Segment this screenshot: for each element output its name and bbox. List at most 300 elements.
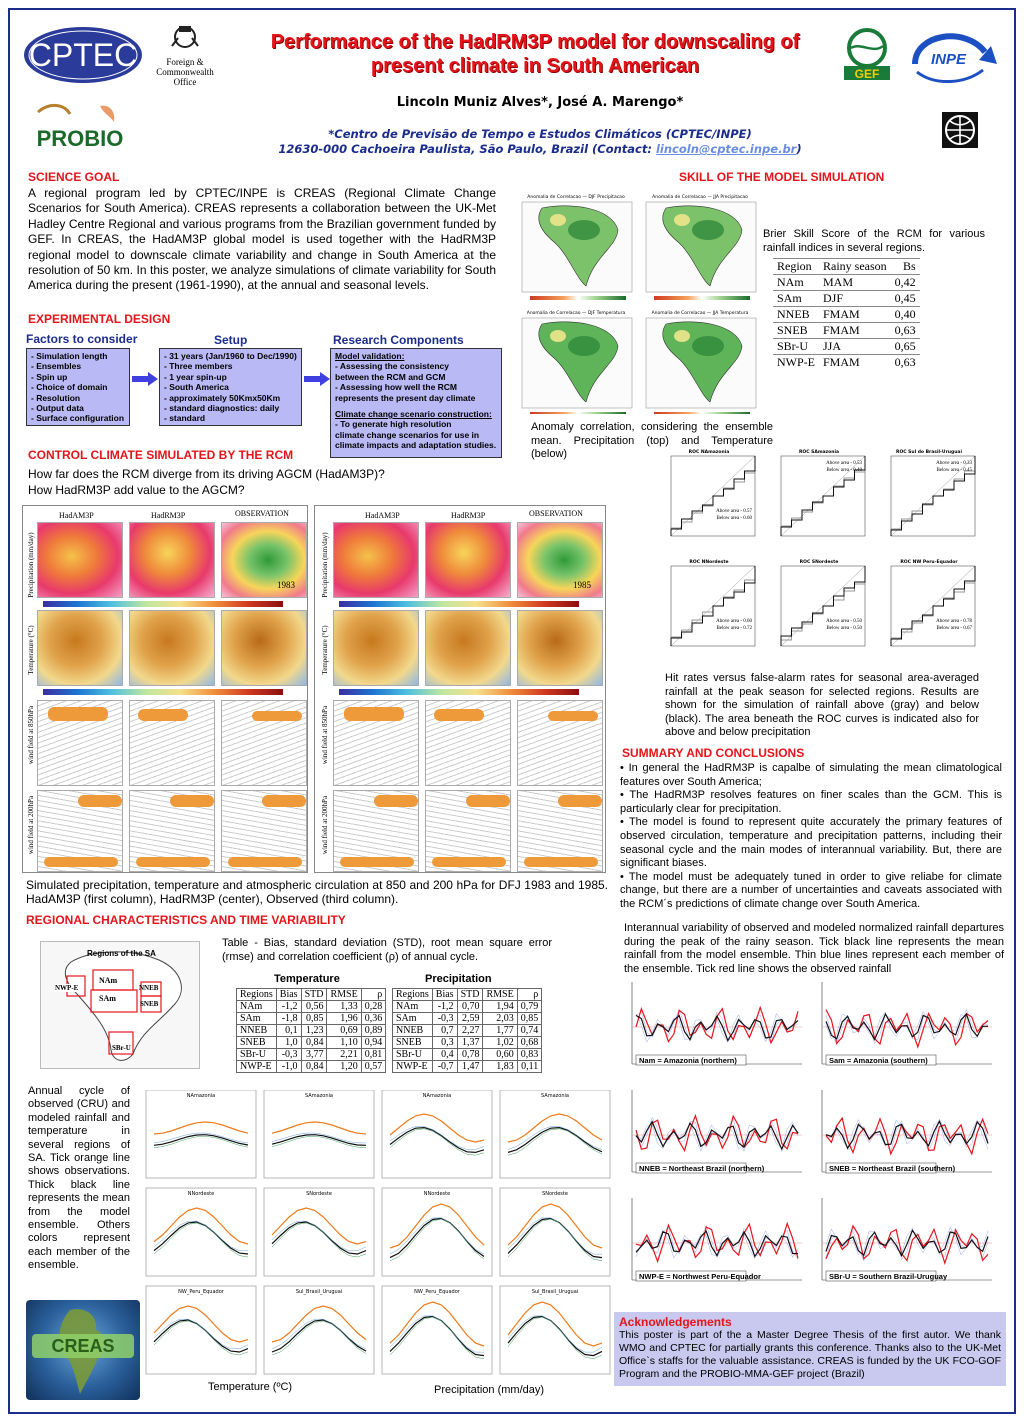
brier-table-row bbox=[773, 339, 920, 355]
brier-table-row bbox=[773, 355, 920, 371]
anomaly-title: Anomalia de Correlacao — DJF Precipitacao bbox=[527, 195, 625, 200]
brier-table-cell: NAm bbox=[773, 275, 819, 291]
region-label: SAm bbox=[99, 994, 116, 1003]
precipitation-table-cell: 1,77 bbox=[483, 1025, 517, 1037]
interannual-label: NNEB = Northeast Brazil (northern) bbox=[639, 1164, 765, 1173]
precipitation-table-row bbox=[393, 1013, 542, 1025]
temp-axis-label: Temperature (ºC) bbox=[208, 1381, 293, 1393]
factor-item: - Spin up bbox=[31, 371, 68, 382]
precipitation-table-header-cell: RMSE bbox=[483, 989, 517, 1001]
brier-table-cell: NWP-E bbox=[773, 355, 819, 371]
temperature-table-row bbox=[237, 1025, 386, 1037]
brier-table-cell: SBr-U bbox=[773, 339, 819, 355]
col-label: OBSERVATION bbox=[529, 509, 583, 518]
setup-item: - 31 years (Jan/1960 to Dec/1990) bbox=[164, 351, 297, 361]
cycle-title: Sul_Brasil_Uruguai bbox=[531, 1289, 579, 1295]
region-label: SNEB bbox=[140, 1000, 159, 1008]
temp-table-title: Temperature bbox=[274, 973, 340, 985]
temperature-table-cell: 1,23 bbox=[301, 1025, 327, 1037]
row-label: wind field at 200hPa bbox=[321, 795, 329, 855]
precip-map-hadam3p bbox=[37, 522, 123, 598]
roc-title: ROC SAmazonia bbox=[798, 450, 840, 455]
contact-email-link[interactable]: lincoln@cptec.inpe.br bbox=[655, 142, 797, 156]
temperature-table bbox=[236, 988, 386, 1073]
roc-above-area: Above area - 0.50 bbox=[826, 619, 862, 624]
precipitation-table-cell: 1,47 bbox=[457, 1061, 483, 1073]
cptec-logo bbox=[22, 25, 144, 85]
affiliation-address: 12630-000 Cachoeira Paulista, São Paulo, Brazil (Contact: bbox=[278, 142, 656, 156]
experimental-design-heading: EXPERIMENTAL DESIGN bbox=[28, 312, 171, 326]
cycle-panel bbox=[146, 1188, 256, 1276]
roc-below-area: Below area - 0.72 bbox=[716, 626, 752, 631]
anomaly-title: Anomalia de Correlacao — JJA Precipitacao bbox=[652, 195, 748, 200]
wind850-map-observation bbox=[517, 700, 603, 786]
temperature-table-cell: 0,94 bbox=[361, 1037, 386, 1049]
temperature-table-header-cell: RMSE bbox=[327, 989, 361, 1001]
temperature-table-cell: 3,77 bbox=[301, 1049, 327, 1061]
precipitation-table-cell: 1,83 bbox=[483, 1061, 517, 1073]
temperature-table-cell: 2,21 bbox=[327, 1049, 361, 1061]
roc-grid bbox=[655, 446, 977, 668]
low-correlation-area bbox=[550, 214, 566, 226]
roc-below-area: Below area - 0.45 bbox=[936, 468, 972, 473]
row-label: Precipitation (mm/day) bbox=[27, 532, 35, 598]
row-label: Precipitation (mm/day) bbox=[321, 532, 329, 598]
precipitation-table-header-cell: Bias bbox=[432, 989, 457, 1001]
temp-colorbar bbox=[339, 689, 579, 695]
roc-title: ROC NAmazonia bbox=[688, 450, 730, 455]
precipitation-table-cell: 0,3 bbox=[432, 1037, 457, 1049]
factors-box bbox=[26, 348, 130, 426]
cycle-title: Sul_Brasil_Uruguai bbox=[295, 1289, 343, 1295]
research-heading: Research Components bbox=[333, 333, 464, 347]
temperature-table-cell: NWP-E bbox=[237, 1061, 277, 1073]
anomaly-colorbar bbox=[654, 296, 750, 300]
cycle-title: SNordeste bbox=[542, 1191, 568, 1197]
brier-table-header-cell: Region bbox=[773, 259, 819, 275]
brier-table-cell: NNEB bbox=[773, 307, 819, 323]
gef-logo bbox=[838, 24, 896, 82]
brier-table-cell: 0,65 bbox=[891, 339, 920, 355]
wind200-map-hadrm3p bbox=[129, 790, 215, 872]
wind850-map-observation bbox=[221, 700, 307, 786]
temperature-table-cell: 0,1 bbox=[276, 1025, 301, 1037]
factor-item: - Resolution bbox=[31, 392, 81, 403]
control-question-2: How HadRM3P add value to the AGCM? bbox=[28, 483, 245, 497]
precipitation-table-row bbox=[393, 1037, 542, 1049]
cycle-panel bbox=[500, 1286, 610, 1374]
roc-below-area: Below area - 0.67 bbox=[936, 626, 972, 631]
factor-item: - Ensembles bbox=[31, 361, 82, 372]
scenario-item: climate change scenarios for use in bbox=[335, 429, 480, 440]
control-question-1: How far does the RCM diverge from its driving AGCM (HadAM3P)? bbox=[28, 467, 385, 481]
precipitation-table-cell: 2,59 bbox=[457, 1013, 483, 1025]
observed-series bbox=[826, 1010, 988, 1047]
region-label: SBr-U bbox=[112, 1044, 131, 1052]
foreign-office-logo bbox=[155, 22, 215, 86]
temperature-table-header-cell: STD bbox=[301, 989, 327, 1001]
setup-item: - 1 year spin-up bbox=[164, 371, 227, 382]
precipitation-table-cell: 0,7 bbox=[432, 1025, 457, 1037]
precipitation-table-header-cell: STD bbox=[457, 989, 483, 1001]
temperature-table-row bbox=[237, 1013, 386, 1025]
arrow-icon bbox=[132, 372, 158, 386]
high-correlation-area bbox=[568, 336, 600, 356]
inpe-logo-text: INPE bbox=[931, 51, 967, 68]
temperature-table-cell: 0,36 bbox=[361, 1013, 386, 1025]
precip-colorbar bbox=[339, 601, 579, 607]
temperature-table-header-cell: Bias bbox=[276, 989, 301, 1001]
probio-logo bbox=[30, 100, 130, 152]
temp-map-hadrm3p bbox=[425, 610, 511, 686]
precipitation-table-cell: 0,83 bbox=[517, 1049, 542, 1061]
roc-title: ROC Sul do Brasil-Uruguai bbox=[896, 450, 962, 455]
precip-map-hadrm3p bbox=[129, 522, 215, 598]
temperature-table-cell: 0,57 bbox=[361, 1061, 386, 1073]
precipitation-table-row bbox=[393, 1001, 542, 1013]
roc-below-area: Below area - 0.50 bbox=[826, 626, 862, 631]
creas-logo-text: CREAS bbox=[51, 1336, 115, 1356]
temp-map-observation bbox=[517, 610, 603, 686]
precipitation-table-row bbox=[393, 1025, 542, 1037]
arrow-icon bbox=[304, 372, 330, 386]
precip-colorbar bbox=[43, 601, 283, 607]
row-label: wind field at 850hPa bbox=[321, 705, 329, 765]
inpe-logo bbox=[905, 24, 1005, 88]
cycle-title: NW_Peru_Equador bbox=[178, 1289, 224, 1295]
brier-table-header-cell: Bs bbox=[891, 259, 920, 275]
anomaly-title: Anomalia de Correlacao — DJF Temperatura bbox=[526, 311, 626, 316]
precipitation-table-cell: 2,27 bbox=[457, 1025, 483, 1037]
precipitation-table-row bbox=[393, 1061, 542, 1073]
anomaly-caption: Anomaly correlation, considering the ensemble mean. Precipitation (top) and Temperature (below) bbox=[531, 421, 773, 460]
temp-colorbar bbox=[43, 689, 283, 695]
precipitation-table-row bbox=[393, 1049, 542, 1061]
science-goal-text: A regional program led by CPTEC/INPE is CREAS (Regional Climate Change Scenarios for South America). CREAS represents a collaboration between the UK-Met Hadley Centre Regional and various programs from the Brazilian government funded by GEF. In CREAS, the HadAM3P global model is used together with the HadRM3P regional model to downscale climate variability and change in South America at the resolution of 50 km. In this poster, we analyze simulations of climate variability for South America during the present (1961-1990), at the annual and seasonal levels. bbox=[28, 186, 496, 293]
acknowledgements-box bbox=[614, 1312, 1006, 1386]
skill-heading: SKILL OF THE MODEL SIMULATION bbox=[679, 170, 885, 184]
interannual-label: Sam = Amazonia (southern) bbox=[829, 1056, 928, 1065]
title-line-1: Performance of the HadRM3P model for downscaling of bbox=[270, 31, 800, 53]
temperature-table-cell: -1,0 bbox=[276, 1061, 301, 1073]
roc-above-area: Above area - 0.53 bbox=[826, 461, 862, 466]
precipitation-table-cell: 0,60 bbox=[483, 1049, 517, 1061]
regions-map bbox=[40, 941, 200, 1069]
cycle-title: NNordeste bbox=[423, 1191, 451, 1197]
factor-item: - Choice of domain bbox=[31, 382, 108, 393]
temperature-table-cell: 0,85 bbox=[301, 1013, 327, 1025]
brier-table-cell: 0,63 bbox=[891, 355, 920, 371]
roc-above-area: Above area - 0.33 bbox=[936, 461, 972, 466]
brier-table-cell: MAM bbox=[819, 275, 891, 291]
summary-point: • The HadRM3P resolves features on finer scales than the GCM. This is particularly clear for precipitation. bbox=[620, 789, 1002, 815]
temp-map-hadrm3p bbox=[129, 610, 215, 686]
row-label: Temperature (°C) bbox=[27, 625, 35, 675]
summary-heading: SUMMARY AND CONCLUSIONS bbox=[622, 746, 805, 760]
temperature-table-header-cell: ρ bbox=[361, 989, 386, 1001]
research-box bbox=[330, 348, 502, 458]
brier-table-cell: JJA bbox=[819, 339, 891, 355]
temperature-table-cell: 0,89 bbox=[361, 1025, 386, 1037]
table-caption: Table - Bias, standard deviation (STD), root mean square error (rmse) and correlation coefficient (ρ) of annual cycle. bbox=[222, 937, 552, 963]
anomaly-colorbar bbox=[530, 296, 626, 300]
precipitation-table-header-cell: ρ bbox=[517, 989, 542, 1001]
precipitation-table-cell: NWP-E bbox=[393, 1061, 433, 1073]
col-label: HadRM3P bbox=[451, 511, 486, 520]
factors-heading: Factors to consider bbox=[26, 332, 138, 346]
col-label: HadAM3P bbox=[59, 511, 94, 520]
high-correlation-area bbox=[568, 220, 600, 240]
region-label: NNEB bbox=[139, 984, 159, 992]
validation-item: - Assessing how well the RCM bbox=[335, 382, 458, 393]
precipitation-table-cell: 0,68 bbox=[517, 1037, 542, 1049]
temp-map-hadam3p bbox=[37, 610, 123, 686]
temp-map-observation bbox=[221, 610, 307, 686]
brier-table-wrap bbox=[773, 258, 920, 370]
brier-table-cell: 0,63 bbox=[891, 323, 920, 339]
affiliation-close: ) bbox=[796, 142, 802, 156]
brier-table-cell: 0,42 bbox=[891, 275, 920, 291]
precip-axis-label: Precipitation (mm/day) bbox=[434, 1384, 545, 1396]
precipitation-table-header-cell: Regions bbox=[393, 989, 433, 1001]
anomaly-svg bbox=[514, 190, 764, 414]
interannual-svg bbox=[620, 980, 1010, 1310]
temperature-table-cell: 0,84 bbox=[301, 1061, 327, 1073]
row-label: wind field at 200hPa bbox=[27, 795, 35, 855]
wind200-map-hadam3p bbox=[37, 790, 123, 872]
wind200-map-observation bbox=[221, 790, 307, 872]
map-grid-1983 bbox=[22, 505, 308, 873]
precipitation-table-cell: 0,78 bbox=[457, 1049, 483, 1061]
precipitation-table-cell: SBr-U bbox=[393, 1049, 433, 1061]
brier-table-cell: DJF bbox=[819, 291, 891, 307]
temperature-table-cell: -1,8 bbox=[276, 1013, 301, 1025]
roc-svg bbox=[655, 446, 977, 668]
precipitation-table-cell: 1,94 bbox=[483, 1001, 517, 1013]
precip-map-hadrm3p bbox=[425, 522, 511, 598]
annual-cycle-svg bbox=[140, 1090, 614, 1376]
brier-table bbox=[773, 258, 920, 370]
col-label: HadAM3P bbox=[365, 511, 400, 520]
low-correlation-area bbox=[550, 330, 566, 342]
anomaly-title: Anomalia de Correlacao — JJA Temperatura bbox=[651, 311, 749, 316]
wind850-map-hadrm3p bbox=[425, 700, 511, 786]
temperature-table-cell: 1,0 bbox=[276, 1037, 301, 1049]
brier-table-row bbox=[773, 307, 920, 323]
cycle-panel bbox=[382, 1286, 492, 1374]
cptec-logo-text: CPTEC bbox=[28, 37, 138, 73]
temperature-table-cell: 1,20 bbox=[327, 1061, 361, 1073]
validation-title: Model validation: bbox=[335, 351, 405, 361]
high-correlation-area bbox=[692, 336, 724, 356]
setup-item: - Three members bbox=[164, 361, 233, 372]
region-label: NAm bbox=[99, 976, 118, 985]
acknowledgements-text: This poster is part of the a Master Degree Thesis of the first autor. We thank WMO and CPTEC for partially grants this conference. Thanks also to the UK-Met Office`s staffs for the valuable assistance. CREAS is funded by the UK FCO-GOF Program and the PROBIO-MMA-GEF project (Brazil) bbox=[619, 1329, 1001, 1380]
roc-below-area: Below area - 0.60 bbox=[716, 516, 752, 521]
roc-above-area: Above area - 0.60 bbox=[716, 619, 752, 624]
precip-map-hadam3p bbox=[333, 522, 419, 598]
annual-cycle-grid bbox=[140, 1090, 614, 1376]
setup-item: - South America bbox=[164, 382, 229, 393]
temperature-table-row bbox=[237, 1061, 386, 1073]
crest-icon bbox=[168, 22, 202, 52]
factor-item: - Simulation length bbox=[31, 351, 108, 361]
wind850-map-hadam3p bbox=[37, 700, 123, 786]
roc-title: ROC NNordeste bbox=[689, 560, 729, 565]
interannual-label: SNEB = Northeast Brazil (southern) bbox=[829, 1164, 956, 1173]
member-series bbox=[826, 1227, 988, 1254]
precip-table-title: Precipitation bbox=[425, 973, 492, 985]
precipitation-table-cell: 0,79 bbox=[517, 1001, 542, 1013]
year-label: 1985 bbox=[573, 580, 591, 590]
cycle-panel bbox=[382, 1188, 492, 1276]
roc-below-area: Below area - 0.40 bbox=[826, 468, 862, 473]
interannual-label: SBr-U = Southern Brazil-Uruguay bbox=[829, 1272, 948, 1281]
wind200-map-hadrm3p bbox=[425, 790, 511, 872]
poster-title bbox=[230, 30, 840, 78]
gef-logo-text: GEF bbox=[854, 67, 880, 81]
col-label: HadRM3P bbox=[151, 511, 186, 520]
wind850-map-hadrm3p bbox=[129, 700, 215, 786]
brier-table-row bbox=[773, 275, 920, 291]
precipitation-table-cell: NAm bbox=[393, 1001, 433, 1013]
interannual-grid bbox=[620, 980, 1010, 1310]
precipitation-table-cell: 0,74 bbox=[517, 1025, 542, 1037]
region-label: NWP-E bbox=[55, 984, 79, 992]
brier-table-header-cell: Rainy season bbox=[819, 259, 891, 275]
temperature-table-cell: SNEB bbox=[237, 1037, 277, 1049]
brier-caption: Brier Skill Score of the RCM for various rainfall indices in several regions. bbox=[763, 228, 985, 254]
brier-table-row bbox=[773, 291, 920, 307]
temperature-table-wrap bbox=[236, 988, 386, 1073]
temperature-table-cell: NNEB bbox=[237, 1025, 277, 1037]
setup-item: - approximately 50Kmx50Km bbox=[164, 392, 281, 403]
wind850-map-hadam3p bbox=[333, 700, 419, 786]
interannual-caption: Interannual variability of observed and modeled normalized rainfall departures during the peak of the rainy season. Tick black line represents the mean rainfall from the model ensemble. Thin blue lines represent each member of the ensemble. Tick red line shows the observed rainfall bbox=[624, 922, 1004, 975]
probio-logo-text: PROBIO bbox=[36, 126, 124, 151]
cycle-panel bbox=[500, 1188, 610, 1276]
map-title: Regions of the SA bbox=[87, 949, 156, 958]
factor-item: - Surface configuration bbox=[31, 413, 125, 424]
factor-item: - Output data bbox=[31, 403, 84, 414]
temperature-table-cell: 0,81 bbox=[361, 1049, 386, 1061]
roc-caption: Hit rates versus false-alarm rates for seasonal area-averaged rainfall at the peak season for selected regions. Results are shown for the simulation of rainfall above (gray) and below (black). The area beneath the ROC curves is indicated also for above and below precipitation bbox=[665, 672, 979, 738]
temperature-table-cell: 0,56 bbox=[301, 1001, 327, 1013]
brier-table-cell: FMAM bbox=[819, 307, 891, 323]
regional-heading: REGIONAL CHARACTERISTICS AND TIME VARIABILITY bbox=[26, 913, 346, 927]
wind200-map-observation bbox=[517, 790, 603, 872]
precipitation-table-cell: 0,85 bbox=[517, 1013, 542, 1025]
temperature-table-cell: 1,96 bbox=[327, 1013, 361, 1025]
control-caption: Simulated precipitation, temperature and atmospheric circulation at 850 and 200 hPa for DFJ 1983 and 1985. HadAM3P (first column), HadRM3P (center), Observed (third column). bbox=[26, 878, 608, 906]
temperature-table-header-row bbox=[237, 989, 386, 1001]
precipitation-table-cell: SNEB bbox=[393, 1037, 433, 1049]
precipitation-table-cell: 2,03 bbox=[483, 1013, 517, 1025]
cycle-title: SAmazonia bbox=[541, 1093, 569, 1099]
summary-list bbox=[620, 762, 1002, 912]
cycle-title: SAmazonia bbox=[305, 1093, 333, 1099]
anomaly-colorbar bbox=[530, 412, 626, 414]
temperature-table-cell: 1,10 bbox=[327, 1037, 361, 1049]
year-label: 1983 bbox=[277, 580, 295, 590]
scenario-title: Climate change scenario construction: bbox=[335, 409, 492, 420]
cycle-panel bbox=[146, 1090, 256, 1178]
col-label: OBSERVATION bbox=[235, 509, 289, 518]
validation-item: - Assessing the consistency bbox=[335, 361, 450, 372]
precipitation-table-cell: -0,3 bbox=[432, 1013, 457, 1025]
cycle-title: NNordeste bbox=[187, 1191, 215, 1197]
validation-item: represents the present day climate bbox=[335, 392, 476, 403]
annual-cycle-caption: Annual cycle of observed (CRU) and modeled rainfall and temperature in several regions of SA. Tick orange line shows observations. Thick black line represents the mean from the model ensemble. Others colors represent each member of the ensemble. bbox=[28, 1085, 130, 1272]
cycle-title: NAmazonia bbox=[422, 1093, 452, 1099]
science-goal-heading: SCIENCE GOAL bbox=[28, 170, 120, 184]
setup-box bbox=[159, 348, 302, 426]
creas-logo bbox=[26, 1300, 140, 1400]
precipitation-table-wrap bbox=[392, 988, 542, 1073]
scenario-item: climate impacts and adaptation studies. bbox=[335, 440, 497, 451]
brier-table-cell: FMAM bbox=[819, 355, 891, 371]
precipitation-table-cell: 0,4 bbox=[432, 1049, 457, 1061]
temperature-table-row bbox=[237, 1037, 386, 1049]
interannual-label: NWP-E = Northwest Peru-Equador bbox=[639, 1272, 761, 1281]
row-label: wind field at 850hPa bbox=[27, 705, 35, 765]
map-grid-1985 bbox=[314, 505, 606, 873]
roc-above-area: Above area - 0.78 bbox=[936, 619, 972, 624]
brier-table-cell: SAm bbox=[773, 291, 819, 307]
low-correlation-area bbox=[674, 214, 690, 226]
brier-table-cell: 0,45 bbox=[891, 291, 920, 307]
temperature-table-cell: 0,84 bbox=[301, 1037, 327, 1049]
cycle-title: SNordeste bbox=[306, 1191, 332, 1197]
precipitation-table-cell: SAm bbox=[393, 1013, 433, 1025]
interannual-label: Nam = Amazonia (northern) bbox=[639, 1056, 737, 1065]
temp-map-hadam3p bbox=[333, 610, 419, 686]
temperature-table-cell: 0,28 bbox=[361, 1001, 386, 1013]
roc-title: ROC SNordeste bbox=[799, 560, 839, 565]
brier-table-cell: 0,40 bbox=[891, 307, 920, 323]
roc-title: ROC NW Peru-Equador bbox=[900, 560, 958, 565]
cycle-title: NAmazonia bbox=[186, 1093, 216, 1099]
validation-item: between the RCM and GCM bbox=[335, 371, 446, 382]
precipitation-table-cell: 0,11 bbox=[517, 1061, 542, 1073]
setup-item: - standard diagnostics: daily bbox=[164, 403, 280, 414]
title-line-2: present climate in South American bbox=[370, 55, 700, 77]
wind200-map-hadam3p bbox=[333, 790, 419, 872]
cycle-panel bbox=[264, 1286, 374, 1374]
summary-point: • In general the HadRM3P is capalbe of simulating the mean climatological features over South America; bbox=[620, 762, 1002, 788]
precipitation-table bbox=[392, 988, 542, 1073]
temperature-table-row bbox=[237, 1001, 386, 1013]
brier-table-cell: SNEB bbox=[773, 323, 819, 339]
precipitation-table-cell: 0,70 bbox=[457, 1001, 483, 1013]
setup-heading: Setup bbox=[214, 333, 248, 347]
brier-table-cell: FMAM bbox=[819, 323, 891, 339]
temperature-table-cell: NAm bbox=[237, 1001, 277, 1013]
acknowledgements-heading: Acknowledgements bbox=[619, 1315, 732, 1329]
setup-item: - standard bbox=[164, 413, 206, 424]
affiliation-line-1: *Centro de Previsão de Tempo e Estudos Climáticos (CPTEC/INPE) bbox=[328, 127, 752, 141]
temperature-table-cell: -0,3 bbox=[276, 1049, 301, 1061]
temperature-table-cell: SAm bbox=[237, 1013, 277, 1025]
summary-point: • The model must be adequately tuned in order to give reliabe for climate change, but there are a number of uncertainties and caveats associated with the RCM´s predictions of climate change over South America. bbox=[620, 870, 1002, 910]
scenario-item: - To generate high resolution bbox=[335, 419, 452, 430]
temperature-table-cell: SBr-U bbox=[237, 1049, 277, 1061]
affiliation-line-2 bbox=[200, 142, 880, 157]
affiliation bbox=[200, 127, 880, 157]
precipitation-table-cell: 1,02 bbox=[483, 1037, 517, 1049]
temperature-table-header-cell: Regions bbox=[237, 989, 277, 1001]
cycle-title: NW_Peru_Equador bbox=[414, 1289, 460, 1295]
